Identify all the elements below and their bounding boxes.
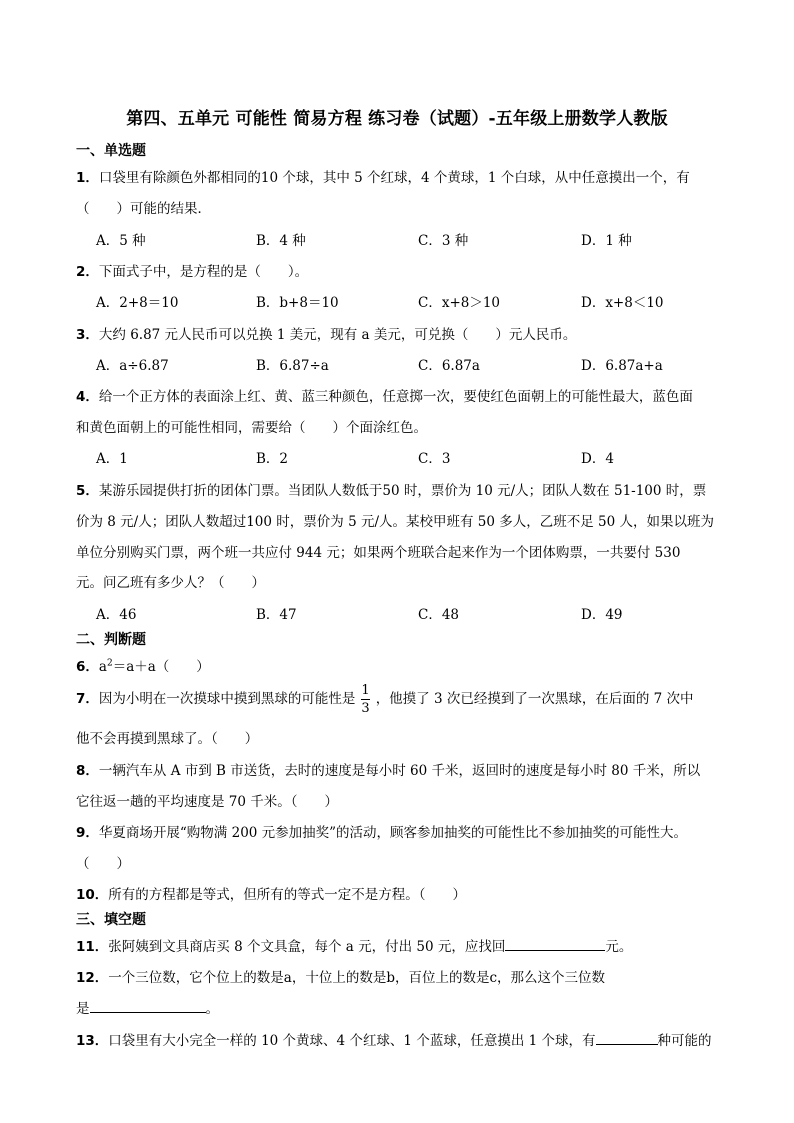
fraction (361, 683, 369, 716)
question-8 (76, 759, 700, 779)
question-1-options (96, 229, 736, 249)
question-number: 8． (76, 763, 99, 779)
option-a: A．5 种 (96, 233, 146, 249)
option-b: B．47 (256, 607, 297, 623)
question-number: 5． (76, 483, 99, 499)
question-7 (76, 683, 694, 716)
question-text: 所有的方程都是等式，但所有的等式一定不是方程。（ ） (108, 887, 467, 903)
option-a: A．1 (96, 451, 128, 467)
question-1 (76, 166, 690, 186)
page-title: 第四、五单元 可能性 简易方程 练习卷（试题）-五年级上册数学人教版 (126, 109, 668, 129)
question-number: 6． (76, 659, 99, 675)
question-number: 4． (76, 389, 99, 405)
question-12-line-2 (76, 997, 219, 1017)
question-text-continued: 种可能的 (657, 1033, 712, 1049)
question-number: 3． (76, 327, 99, 343)
section-heading-fill-blank: 三、填空题 (76, 912, 146, 928)
answer-blank[interactable] (90, 999, 206, 1013)
question-text: 大约 6.87 元人民币可以兑换 1 美元，现有 a 美元，可兑换（ ）元人民币。 (98, 327, 577, 343)
question-text: 下面式子中，是方程的是（ ）。 (98, 264, 309, 280)
question-text: 张阿姨到文具商店买 8 个文具盒，每个 a 元，付出 50 元，应找回 (108, 939, 506, 955)
question-number: 1． (76, 170, 99, 186)
option-d: D．49 (581, 607, 623, 623)
question-8-line-2: 它往返一趟的平均速度是 70 千米。（ ） (76, 794, 339, 810)
question-number: 9． (76, 825, 99, 841)
question-text: 因为小明在一次摸球中摸到黑球的可能性是 (98, 691, 356, 707)
question-9-line-2: （ ） (76, 856, 130, 872)
option-b: B．6.87÷a (256, 358, 329, 374)
question-5-options (96, 603, 736, 623)
option-c: C．3 种 (418, 233, 469, 249)
section-heading-true-false: 二、判断题 (76, 632, 146, 648)
option-d: D．6.87a+a (581, 358, 663, 374)
option-c: C．3 (418, 451, 451, 467)
section-heading-single-choice: 一、单选题 (76, 143, 146, 159)
question-text: 一个三位数，它个位上的数是a，十位上的数是b，百位上的数是c，那么这个三位数 (108, 970, 606, 986)
option-d: D．1 种 (581, 233, 632, 249)
option-c: C．x+8＞10 (418, 295, 501, 311)
question-10 (76, 883, 466, 903)
question-4-options (96, 447, 736, 467)
question-number: 2． (76, 264, 99, 280)
question-text-continued: 元。 (605, 939, 633, 955)
question-text-continued: 。 (205, 1001, 219, 1017)
option-c: C．48 (418, 607, 460, 623)
question-5 (76, 479, 706, 499)
question-text: 是 (76, 1001, 90, 1017)
question-6 (76, 655, 210, 675)
question-5-line-4: 元。问乙班有多少人？（ ） (76, 575, 265, 591)
question-text: 某游乐园提供打折的团体门票。当团队人数低于50 时，票价为 10 元/人；团队人数在 51-100 时，票 (98, 483, 707, 499)
option-b: B．2 (256, 451, 289, 467)
question-number: 13． (76, 1033, 109, 1049)
fraction-denominator: 3 (361, 701, 370, 716)
question-number: 11． (76, 939, 109, 955)
question-base: a (98, 659, 107, 675)
question-text: 一辆汽车从 A 市到 B 市送货，去时的速度是每小时 60 千米，返回时的速度是每小时 80 千米，所以 (98, 763, 701, 779)
option-c: C．6.87a (418, 358, 480, 374)
question-text: 给一个正方体的表面涂上红、黄、蓝三种颜色，任意掷一次，要使红色面朝上的可能性最大，蓝色面 (98, 389, 693, 405)
question-number: 7． (76, 691, 99, 707)
question-4-line-2: 和黄色面朝上的可能性相同，需要给（ ）个面涂红色。 (76, 420, 427, 436)
question-text: 口袋里有大小完全一样的 10 个黄球、4 个红球、1 个蓝球，任意摸出 1 个球，有 (108, 1033, 596, 1049)
question-number: 10． (76, 887, 109, 903)
question-5-line-3: 单位分别购买门票，两个班一共应付 944 元；如果两个班联合起来作为一个团体购票，一共要付 530 (76, 545, 681, 561)
question-text: ＝a＋a（ ） (112, 659, 210, 675)
question-text: 华夏商场开展“购物满 200 元参加抽奖”的活动，顾客参加抽奖的可能性比不参加抽奖的可能性大。 (98, 825, 688, 841)
question-12 (76, 966, 605, 986)
answer-blank[interactable] (505, 937, 605, 951)
option-b: B．4 种 (256, 233, 306, 249)
option-a: A．46 (96, 607, 137, 623)
option-a: A．2+8＝10 (96, 295, 179, 311)
option-a: A．a÷6.87 (96, 358, 169, 374)
option-b: B．b+8＝10 (256, 295, 339, 311)
question-exponent: 2 (106, 658, 113, 669)
question-11 (76, 935, 632, 955)
question-13 (76, 1029, 712, 1049)
fraction-numerator: 1 (361, 683, 370, 698)
option-d: D．4 (581, 451, 614, 467)
question-number: 12． (76, 970, 109, 986)
question-2 (76, 260, 308, 280)
question-2-options (96, 291, 736, 311)
question-5-line-2: 价为 8 元/人；团队人数超过100 时，票价为 5 元/人。某校甲班有 50 多人，乙班不足 50 人，如果以班为 (76, 514, 715, 530)
question-text-continued: ，他摸了 3 次已经摸到了一次黑球，在后面的 7 次中 (375, 691, 694, 707)
option-d: D．x+8＜10 (581, 295, 664, 311)
question-9 (76, 821, 687, 841)
question-1-line-2: （ ）可能的结果． (76, 201, 211, 217)
question-3 (76, 323, 576, 343)
question-text: 口袋里有除颜色外都相同的10 个球，其中 5 个红球，4 个黄球，1 个白球，从中任意摸出一个，有 (98, 170, 690, 186)
question-4 (76, 385, 693, 405)
question-3-options (96, 354, 736, 374)
answer-blank[interactable] (596, 1031, 658, 1045)
question-7-line-2: 他不会再摸到黑球了。（ ） (76, 731, 259, 747)
